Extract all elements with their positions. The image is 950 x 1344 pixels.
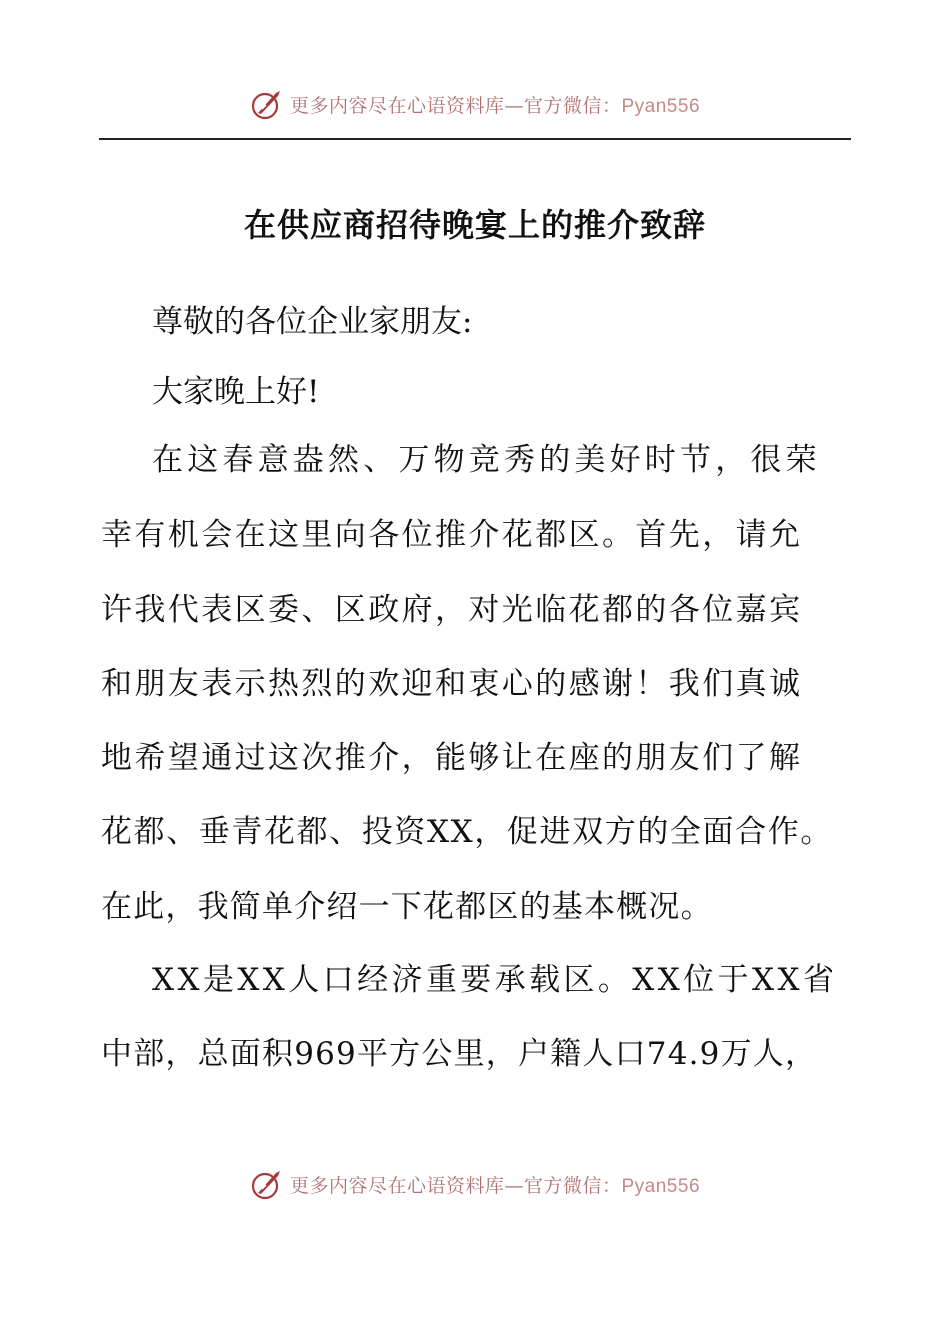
watermark-text: 更多内容尽在心语资料库—官方微信：Pyan556 bbox=[289, 1174, 701, 1197]
body-line: 幸有机会在这里向各位推介花都区。首先，请允 bbox=[101, 517, 803, 553]
watermark-text: 更多内容尽在心语资料库—官方微信：Pyan556 bbox=[289, 94, 701, 117]
body-line: 和朋友表示热烈的欢迎和衷心的感谢！我们真诚 bbox=[101, 666, 803, 702]
body-line: 尊敬的各位企业家朋友: bbox=[152, 304, 473, 340]
body-line: 中部，总面积969平方公里，户籍人口74.9万人， bbox=[101, 1036, 818, 1072]
header-divider bbox=[99, 138, 851, 140]
body-line: 在此，我简单介绍一下花都区的基本概况。 bbox=[101, 889, 713, 925]
quill-logo-icon bbox=[250, 1167, 284, 1201]
body-line: 地希望通过这次推介，能够让在座的朋友们了解 bbox=[101, 740, 803, 776]
body-line: 大家晚上好! bbox=[152, 374, 320, 410]
body-line: 在这春意盎然、万物竞秀的美好时节，很荣 bbox=[152, 442, 821, 478]
footer-watermark bbox=[0, 1164, 950, 1204]
quill-logo-icon bbox=[250, 87, 284, 121]
header-watermark bbox=[0, 84, 950, 124]
body-line: 许我代表区委、区政府，对光临花都的各位嘉宾 bbox=[101, 592, 803, 628]
body-line: 花都、垂青花都、投资XX，促进双方的全面合作。 bbox=[101, 814, 833, 850]
body-line: XX是XX人口经济重要承载区。XX位于XX省 bbox=[152, 962, 838, 998]
document-title: 在供应商招待晚宴上的推介致辞 bbox=[243, 206, 706, 244]
